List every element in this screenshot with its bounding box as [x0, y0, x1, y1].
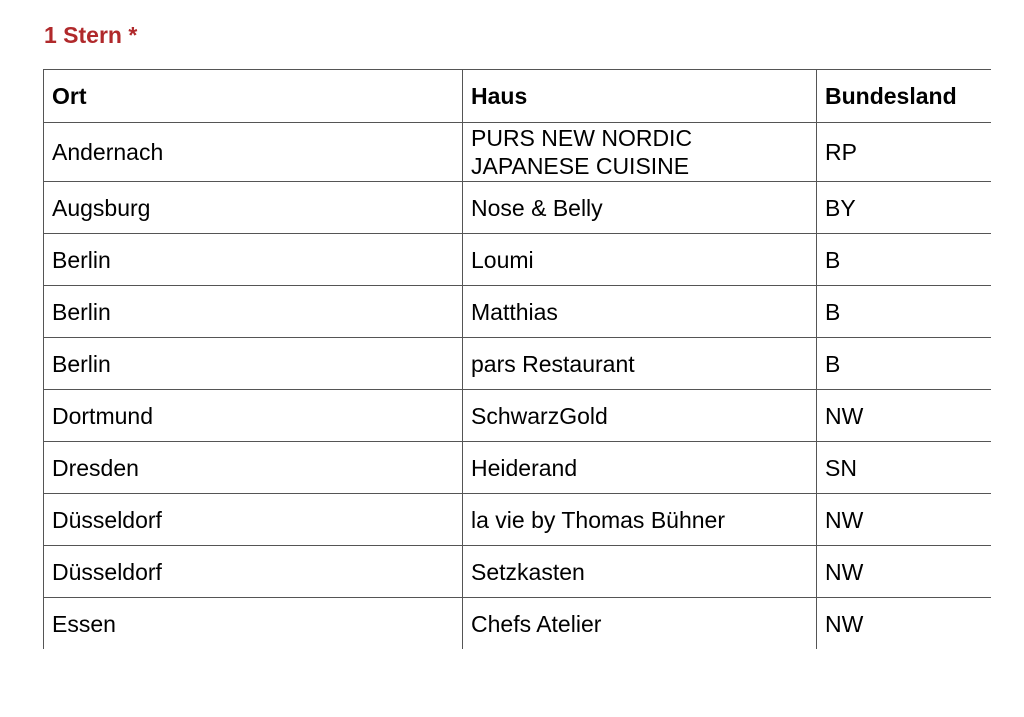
cell-bundesland: NW — [817, 598, 992, 650]
section-heading: 1 Stern * — [44, 22, 138, 48]
table-row — [44, 123, 992, 182]
cell-ort: Berlin — [44, 338, 463, 390]
cell-bundesland: B — [817, 234, 992, 286]
table-row — [44, 286, 992, 338]
cell-bundesland: NW — [817, 494, 992, 546]
cell-haus: Heiderand — [463, 442, 817, 494]
cell-ort: Andernach — [44, 123, 463, 182]
cell-bundesland: B — [817, 338, 992, 390]
cell-bundesland: NW — [817, 390, 992, 442]
cell-ort: Berlin — [44, 286, 463, 338]
cell-ort: Dortmund — [44, 390, 463, 442]
cell-haus: Chefs Atelier — [463, 598, 817, 650]
table-row — [44, 182, 992, 234]
cell-haus: Loumi — [463, 234, 817, 286]
cell-ort: Augsburg — [44, 182, 463, 234]
table-row — [44, 338, 992, 390]
cell-haus: Matthias — [463, 286, 817, 338]
column-header-bundesland: Bundesland — [817, 70, 992, 123]
table-row — [44, 442, 992, 494]
cell-bundesland: BY — [817, 182, 992, 234]
cell-bundesland: RP — [817, 123, 992, 182]
cell-ort: Berlin — [44, 234, 463, 286]
cell-ort: Essen — [44, 598, 463, 650]
restaurant-table — [43, 69, 991, 649]
cell-haus: la vie by Thomas Bühner — [463, 494, 817, 546]
cell-haus: Setzkasten — [463, 546, 817, 598]
cell-bundesland: NW — [817, 546, 992, 598]
cell-bundesland: SN — [817, 442, 992, 494]
table-row — [44, 546, 992, 598]
table-row — [44, 234, 992, 286]
table-row — [44, 598, 992, 650]
table-row — [44, 494, 992, 546]
table-header-row — [44, 70, 992, 123]
cell-haus: pars Restaurant — [463, 338, 817, 390]
column-header-haus: Haus — [463, 70, 817, 123]
cell-bundesland: B — [817, 286, 992, 338]
cell-haus: SchwarzGold — [463, 390, 817, 442]
restaurant-table-container — [43, 69, 991, 653]
cell-haus: Nose & Belly — [463, 182, 817, 234]
cell-ort: Düsseldorf — [44, 494, 463, 546]
cell-haus: PURS NEW NORDIC JAPANESE CUISINE — [463, 123, 817, 182]
cell-ort: Düsseldorf — [44, 546, 463, 598]
column-header-ort: Ort — [44, 70, 463, 123]
table-row — [44, 390, 992, 442]
cell-ort: Dresden — [44, 442, 463, 494]
